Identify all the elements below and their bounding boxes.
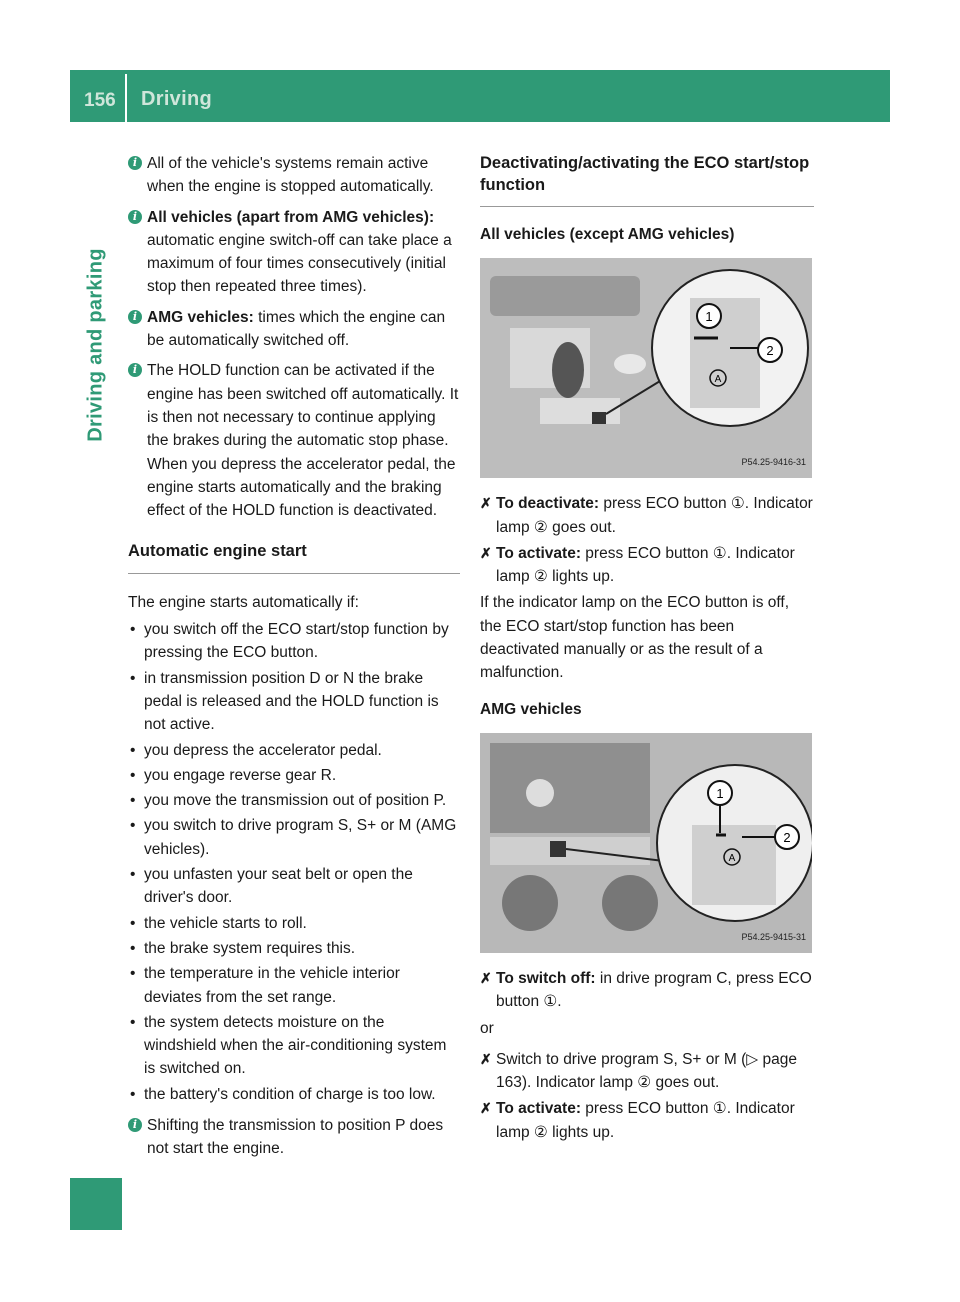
section-intro: The engine starts automatically if: [128,593,359,611]
step-label: To activate: [496,544,581,562]
note-bold: All vehicles (apart from AMG vehicles): [147,208,435,226]
note-bold: AMG vehicles: [147,308,254,326]
figure-eco-button-amg [480,733,812,953]
section-title: Deactivating/activating the ECO start/stop function [480,152,814,207]
instruction-step [480,1097,814,1144]
right-column [480,152,814,1147]
svg-text:1: 1 [716,785,724,801]
figure-eco-button-standard [480,258,812,478]
step-text: press ECO button ①. Indicator lamp ② lights up. [496,544,795,586]
note-text: All of the vehicle's systems remain active when the engine is stopped automatically. [147,155,434,196]
chapter-title: Driving [141,88,212,110]
console-illustration [480,258,812,478]
step-arrow-icon: ✗ [480,544,492,561]
svg-text:1: 1 [705,309,713,325]
left-column [128,152,460,1168]
instruction-step [480,967,814,1014]
note [128,152,460,199]
instruction-step [480,492,814,539]
note-text: automatic engine switch-off can take place a maximum of four times consecutively (initial stop then repeated three times). [147,231,452,296]
list-item: • the battery's condition of charge is too low. [128,1083,460,1106]
note [128,306,460,353]
list-item: • in transmission position D or N the brake pedal is released and the HOLD function is not active. [128,667,460,737]
subsection-title: AMG vehicles [480,700,582,718]
step-text: Switch to drive program S, S+ or M (▷ page 163). Indicator lamp ② goes out. [496,1050,797,1092]
info-icon: i [128,310,142,324]
step-arrow-icon: ✗ [480,1100,492,1117]
svg-text:A: A [714,374,722,386]
list-item: • the system detects moisture on the windshield when the air-conditioning system is switched on. [128,1011,460,1081]
note-text: Shifting the transmission to position P does not start the engine. [147,1116,444,1158]
step-label: To switch off: [496,969,596,987]
side-tab-label: Driving and parking [84,248,107,442]
list-item: • you engage reverse gear R. [128,764,460,787]
svg-text:2: 2 [766,343,774,359]
info-icon: i [128,1118,142,1132]
info-icon: i [128,363,142,377]
note-text: times which the engine can be automatically switched off. [147,308,446,350]
info-icon: i [128,210,142,224]
amg-console-illustration [480,733,812,953]
step-label: To activate: [496,1100,581,1118]
svg-text:2: 2 [783,829,791,845]
list-item: • you depress the accelerator pedal. [128,739,460,762]
instruction-step [480,1048,814,1095]
list-item: • you unfasten your seat belt or open the driver's door. [128,863,460,910]
note [128,206,460,299]
note-text: The HOLD function can be activated if the engine has been switched off automatically. It is then not necessary to continue applying the brakes during the automatic stop phase. When you depress the accelerator pedal, the engine starts automatically and the braking effect of the HOLD function is deactivated. [147,362,459,520]
list-item: • the brake system requires this. [128,937,460,960]
step-text: in drive program C, press ECO button ①. [496,969,812,1011]
list-item: • you switch to drive program S, S+ or M (AMG vehicles). [128,814,460,861]
figure-code: P54.25-9415-31 [741,931,806,942]
paragraph: If the indicator lamp on the ECO button is off, the ECO start/stop function has been deactivated manually or as the result of a malfunction. [480,594,790,682]
header-divider [125,74,127,122]
figure-code: P54.25-9416-31 [741,457,806,467]
subsection-title: All vehicles (except AMG vehicles) [480,226,735,243]
step-text: press ECO button ①. Indicator lamp ② lights up. [496,1100,795,1141]
info-icon: i [128,156,142,170]
list-item: • the temperature in the vehicle interior deviates from the set range. [128,962,460,1009]
note [128,359,460,522]
list-item: • the vehicle starts to roll. [128,912,460,935]
list-item: • you move the transmission out of position P. [128,789,460,812]
section-title: Automatic engine start [128,540,460,573]
or-label: or [480,1019,494,1037]
svg-text:A: A [728,852,736,864]
step-label: To deactivate: [496,495,600,513]
step-text: press ECO button ①. Indicator lamp ② goes out. [496,495,813,536]
instruction-step [480,542,814,589]
page-number: 156 [84,90,116,111]
step-arrow-icon: ✗ [480,1050,492,1067]
side-tab-marker [70,1178,122,1230]
note [128,1114,460,1161]
step-arrow-icon: ✗ [480,495,492,512]
list-item: • you switch off the ECO start/stop function by pressing the ECO button. [128,618,460,665]
step-arrow-icon: ✗ [480,969,492,986]
